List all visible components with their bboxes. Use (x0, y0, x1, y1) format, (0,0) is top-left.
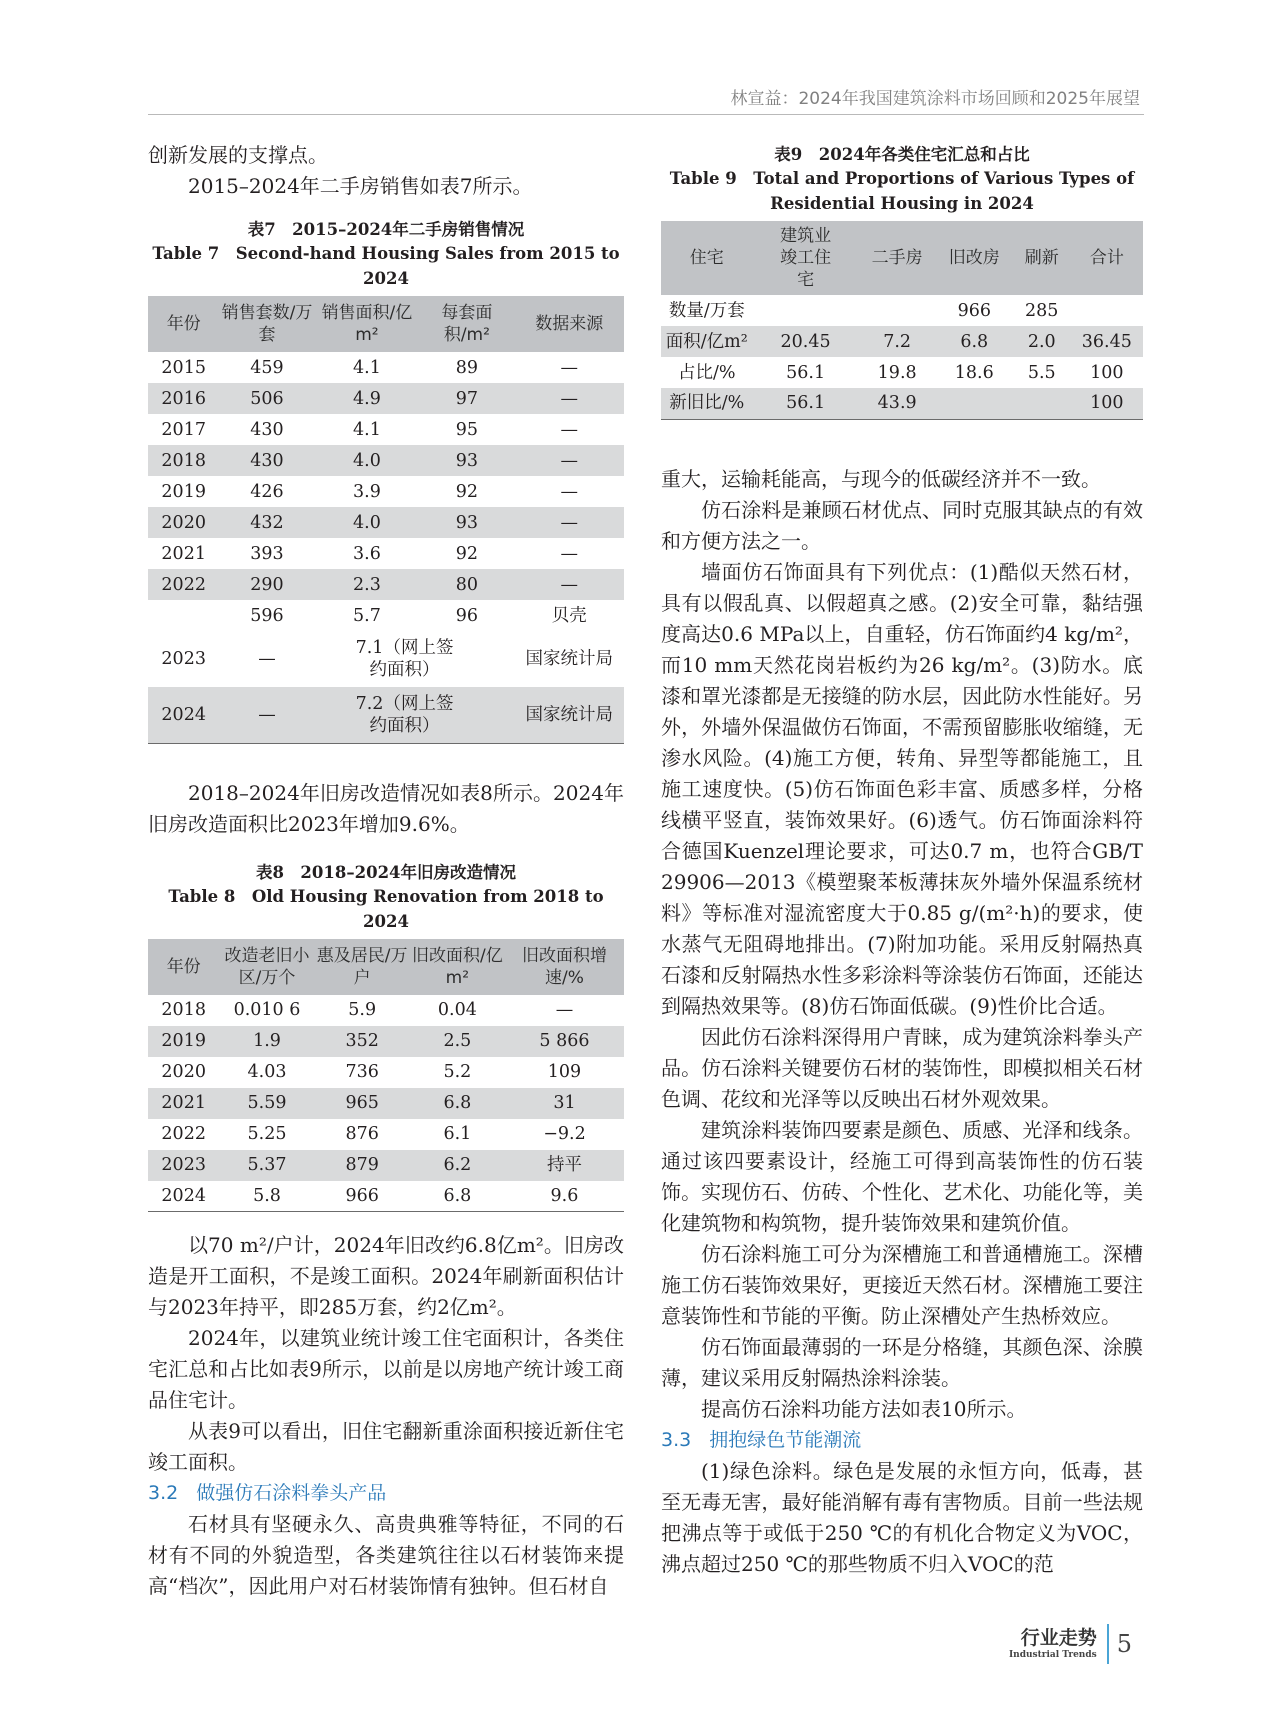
paragraph: 石材具有坚硬永久、高贵典雅等特征，不同的石材有不同的外貌造型，各类建筑往往以石材装饰来提高“档次”，因此用户对石材装饰情有独钟。但石材自 (148, 1512, 624, 1598)
column-header: 二手房 (859, 221, 936, 295)
paragraph: 因此仿石涂料深得用户青睐，成为建筑涂料拳头产品。仿石涂料关键要仿石材的装饰性，即模拟相关石材色调、花纹和光泽等以反映出石材外观效果。 (661, 1024, 1143, 1111)
table-row: 2018 0.010 6 5.9 0.04 — (161, 1000, 574, 1020)
table-row: 占比/% 56.1 19.8 18.6 5.5 100 (678, 362, 1124, 383)
table9-grid (661, 221, 1143, 420)
paragraph: 2024年，以建筑业统计竣工住宅面积计，各类住宅汇总和占比如表9所示，以前是以房地产统计竣工商品住宅计。 (148, 1326, 624, 1412)
column-header: 住宅 (661, 221, 753, 295)
table-row: 2018 430 4.0 93 — (148, 445, 624, 476)
paragraph: 创新发展的支撑点。 (148, 143, 328, 167)
table-row: 2021 393 3.6 92 — (161, 543, 578, 564)
table-row: 2023 5.37 879 6.2 持平 (148, 1150, 624, 1181)
paragraph: 2018–2024年旧房改造情况如表8所示。2024年旧房改造面积比2023年增加9.6%。 (148, 780, 624, 836)
column-header: 数据来源 (514, 296, 624, 352)
column-header: 每套面积/m² (419, 296, 514, 352)
table-9 (661, 144, 1143, 420)
column-header: 旧改房 (936, 221, 1013, 295)
column-header: 销售面积/亿m² (315, 296, 420, 352)
paragraph: 仿石饰面最薄弱的一环是分格缝，其颜色深、涂膜薄，建议采用反射隔热涂料涂装。 (661, 1334, 1143, 1390)
table-caption-cn: 表9 2024年各类住宅汇总和占比 (774, 145, 1030, 164)
table-row: 2020 432 4.0 93 — (148, 507, 624, 538)
table-7 (148, 219, 624, 744)
table-caption-en: Table 8 Old Housing Renovation from 2018 to 2024 (168, 886, 604, 931)
header-rule (148, 114, 1144, 115)
column-header: 惠及居民/万户 (315, 939, 410, 995)
right-column (661, 140, 1143, 1580)
table-row: 2022 5.25 876 6.1 −9.2 (161, 1124, 586, 1144)
page-footer (1009, 1624, 1132, 1664)
paragraph: 重大，运输耗能高，与现今的低碳经济并不一致。 (661, 466, 1101, 491)
paragraph: 从表9可以看出，旧住宅翻新重涂面积接近新住宅竣工面积。 (148, 1419, 624, 1474)
column-header: 旧改面积/亿m² (410, 939, 505, 995)
paragraph: 仿石涂料施工可分为深槽施工和普通槽施工。深槽施工仿石装饰效果好，更接近天然石材。深槽施工要注意装饰性和节能的平衡。防止深槽处产生热桥效应。 (661, 1241, 1143, 1328)
table-row: 2024 5.8 966 6.8 9.6 (148, 1181, 624, 1212)
table-row: 2016 506 4.9 97 — (148, 383, 624, 414)
table-caption-en: Residential Housing in 2024 (770, 194, 1034, 213)
section-heading-3-2: 3.2 做强仿石涂料拳头产品 (148, 1482, 387, 1504)
column-header: 刷新 (1013, 221, 1071, 295)
column-header: 旧改面积增速/% (505, 939, 624, 995)
table-row: 2019 426 3.9 92 — (161, 481, 578, 502)
paragraph: 2015–2024年二手房销售如表7所示。 (188, 174, 533, 198)
paragraph: 墙面仿石饰面具有下列优点：(1)酷似天然石材，具有以假乱真、以假超真之感。(2)安全可靠，黏结强度高达0.6 MPa以上，自重轻，仿石饰面约4 kg/m²，而10 mm天然花岗岩板约为26 kg/m²。(3)防水。底漆和罩光漆都是无接缝的防水层，因此防水性能好。另外，外墙外保温做仿石饰面，不需预留膨胀收缩缝，无渗水风险。(4)施工方便，转角、异型等都能施工，且施工速度快。(5)仿石饰面色彩丰富、质感多样，分格线横平竖直，装饰效果好。(6)透气。仿石饰面涂料符合德国Kuenzel理论要求，可达0.7 m，也符合GB/T 29906—2013《模塑聚苯板薄抹灰外墙外保温系统材料》等标准对湿流密度大于0.85 g/(m²·h)的要求，使水蒸气无阻碍地排出。(7)附加功能。采用反射隔热真石漆和反射隔热水性多彩涂料等涂装仿石饰面，还能达到隔热效果等。(8)仿石饰面低碳。(9)性价比合适。 (661, 559, 1143, 1018)
column-header: 改造老旧小区/万个 (219, 939, 314, 995)
table-row: 596 5.7 96 贝壳 (250, 605, 587, 626)
table-8 (148, 862, 624, 1213)
table-row: 2020 4.03 736 5.2 109 (161, 1062, 582, 1082)
footer-divider (1107, 1624, 1109, 1664)
table7-grid (148, 296, 624, 744)
table-caption-cn: 表7 2015–2024年二手房销售情况 (247, 220, 525, 239)
table-row: 2022 290 2.3 80 — (148, 569, 624, 600)
paragraph: (1)绿色涂料。绿色是发展的永恒方向，低毒，甚至无毒无害，最好能消解有毒有害物质。目前一些法规把沸点等于或低于250 ℃的有机化合物定义为VOC，沸点超过250 ℃的那些物质不归入VOC的范 (661, 1458, 1143, 1576)
column-header: 年份 (148, 939, 219, 995)
table-row: 2023 — 7.1（网上签约面积） 国家统计局 (161, 638, 613, 680)
table8-grid (148, 939, 624, 1213)
table-row: 2021 5.59 965 6.8 31 (148, 1088, 624, 1119)
table-row: 2019 1.9 352 2.5 5 866 (148, 1026, 624, 1057)
table-row: 2017 430 4.1 95 — (161, 419, 578, 440)
column-header: 合计 (1071, 221, 1143, 295)
column-header: 销售套数/万套 (219, 296, 314, 352)
paragraph: 仿石涂料是兼顾石材优点、同时克服其缺点的有效和方便方法之一。 (661, 497, 1143, 553)
column-header: 年份 (148, 296, 219, 352)
page-number: 5 (1116, 1630, 1132, 1658)
table-row: 2024 — 7.2（网上签约面积） 国家统计局 (148, 687, 624, 743)
paragraph: 提高仿石涂料功能方法如表10所示。 (701, 1396, 1027, 1421)
table-row: 2015 459 4.1 89 — (161, 357, 578, 378)
left-column (148, 140, 624, 1602)
section-label: 行业走势 (1020, 1627, 1097, 1649)
paragraph: 以70 m²/户计，2024年旧改约6.8亿m²。旧房改造是开工面积，不是竣工面积。2024年刷新面积估计与2023年持平，即285万套，约2亿m²。 (148, 1233, 624, 1319)
table-row: 面积/亿m² 20.45 7.2 6.8 2.0 36.45 (661, 326, 1143, 357)
paragraph: 建筑涂料装饰四要素是颜色、质感、光泽和线条。通过该四要素设计，经施工可得到高装饰性的仿石装饰。实现仿石、仿砖、个性化、艺术化、功能化等，美化建筑物和构筑物，提升装饰效果和建筑价值。 (661, 1117, 1143, 1235)
table-caption-en: Table 9 Total and Proportions of Various Types of (669, 169, 1135, 188)
running-head: 林宣益：2024年我国建筑涂料市场回顾和2025年展望 (730, 89, 1140, 109)
table-caption-en: Table 7 Second-hand Housing Sales from 2015 to 2024 (152, 244, 620, 288)
section-label-en: Industrial Trends (1008, 1650, 1097, 1660)
section-heading-3-3: 3.3 拥抱绿色节能潮流 (661, 1428, 862, 1451)
table-caption-cn: 表8 2018–2024年旧房改造情况 (255, 862, 517, 882)
table-row: 新旧比/% 56.1 43.9 100 (661, 388, 1143, 419)
table-row: 数量/万套 966 285 (668, 300, 1059, 321)
column-header: 建筑业竣工住宅 (753, 221, 859, 295)
